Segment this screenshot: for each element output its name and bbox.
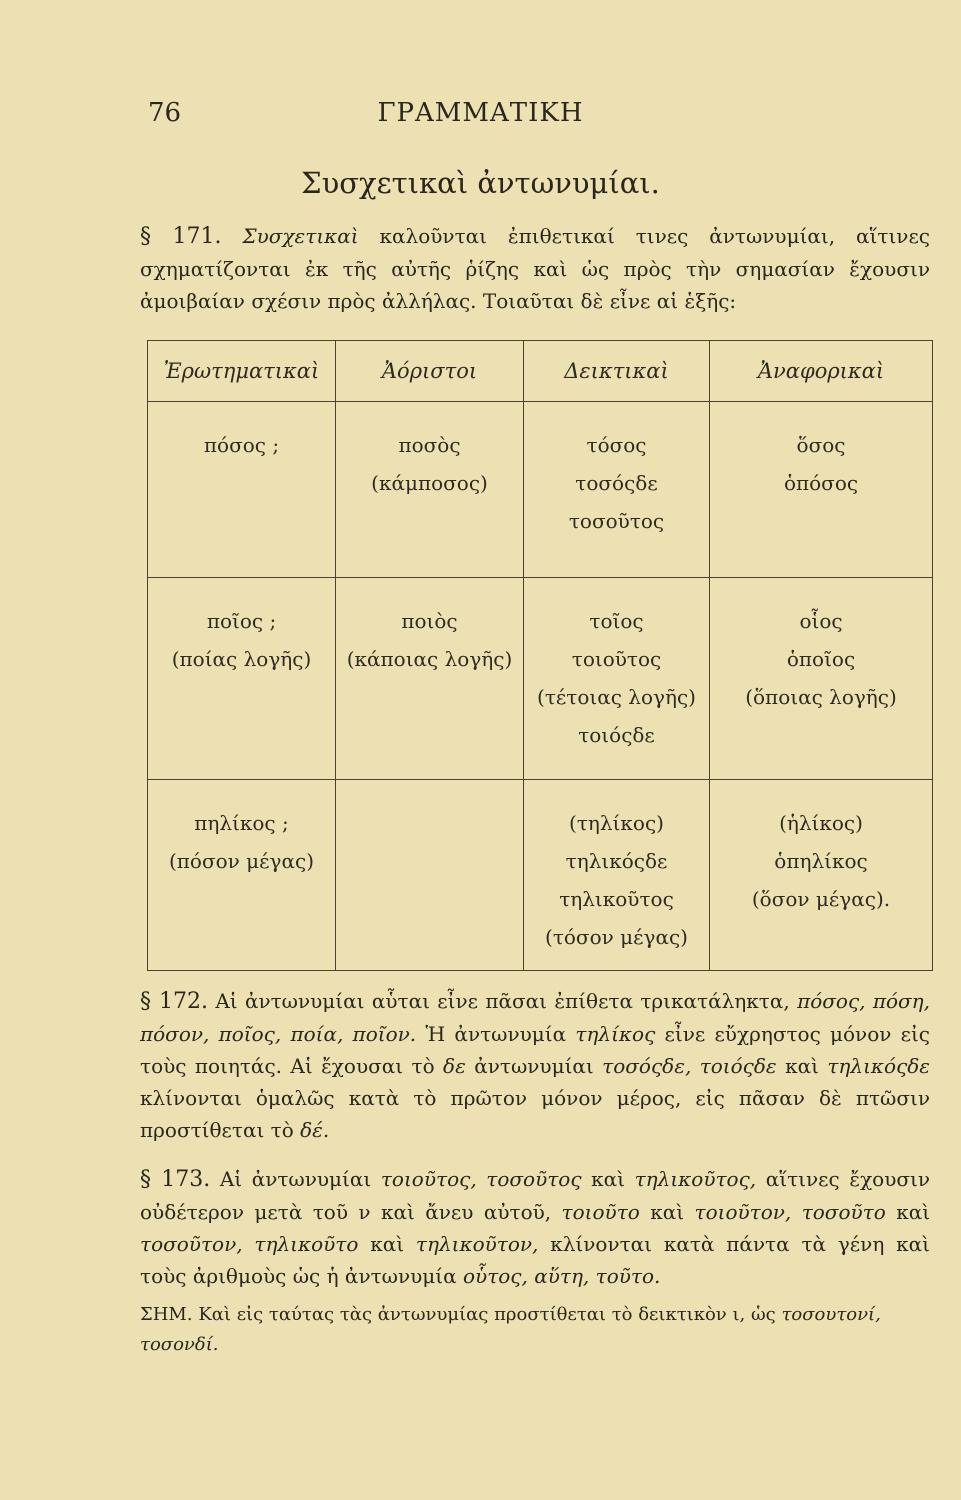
pronoun-form: (ποίας λογῆς) xyxy=(171,647,312,671)
pronoun-form: τοῖος xyxy=(589,609,644,633)
text: καὶ xyxy=(370,1232,405,1256)
section-mark: § 173. xyxy=(140,1167,211,1192)
italic-text: τηλικόςδε xyxy=(827,1054,931,1078)
column-header: Ἀόριστοι xyxy=(336,341,524,402)
pronoun-form: ποσὸς xyxy=(398,433,461,457)
paragraph-text: καλοῦνται ἐπιθετικαί τινες ἀντωνυμίαι, αἵτινες σχηματίζονται ἐκ τῆς αὐτῆς ῥίζης καὶ ὡς πρὸς τὴν σημασίαν ἔχουσιν ἀμοιβαίαν σχέσιν πρὸς ἀλλήλας. Τοιαῦται δὲ εἶνε αἱ ἑξῆς: xyxy=(140,224,931,313)
italic-text: δέ. xyxy=(300,1118,330,1142)
italic-text: οὗτος, αὕτη, τοῦτο. xyxy=(463,1264,661,1288)
pronoun-form: ὁποῖος xyxy=(786,647,856,671)
text: Ἡ ἀντωνυμία xyxy=(425,1022,567,1046)
pronoun-form: (κάποιας λογῆς) xyxy=(346,647,513,671)
text: καὶ xyxy=(896,1200,931,1224)
pronoun-form: τηλικόςδε xyxy=(565,849,668,873)
italic-text: τοσουτονί, τοσονδί. xyxy=(140,1304,881,1355)
text: Καὶ εἰς ταύτας τὰς ἀντωνυμίας προστίθεται τὸ δεικτικὸν ι, ὡς xyxy=(198,1304,776,1325)
pronoun-form: (πόσον μέγας) xyxy=(168,849,315,873)
paragraph-173 xyxy=(140,1163,930,1292)
pronoun-form: τοιόςδε xyxy=(578,723,655,747)
column-header: Δεικτικαὶ xyxy=(524,341,710,402)
table-cell xyxy=(336,402,524,578)
pronoun-form: (τόσον μέγας) xyxy=(545,925,688,949)
pronoun-form: (ἡλίκος) xyxy=(779,811,863,835)
italic-text: τοιοῦτον, τοσοῦτο xyxy=(694,1200,886,1224)
table-row xyxy=(148,578,933,780)
text: καὶ xyxy=(785,1054,819,1078)
text: Αἱ ἀντωνυμίαι αὗται εἶνε πᾶσαι ἐπίθετα τρικατάληκτα, xyxy=(215,989,790,1013)
italic-text: τοσοῦτον, τηλικοῦτο xyxy=(140,1232,359,1256)
pronoun-form: τοσοῦτος xyxy=(568,509,665,533)
pronoun-form: (τηλίκος) xyxy=(569,811,664,835)
pronoun-form: πόσος ; xyxy=(203,433,280,457)
pronoun-form: πηλίκος ; xyxy=(194,811,289,835)
table-cell xyxy=(148,780,336,971)
pronoun-form: ποῖος ; xyxy=(206,609,277,633)
column-header: Ἐρωτηματικαὶ xyxy=(148,341,336,402)
italic-text: τηλικοῦτον, xyxy=(415,1232,539,1256)
italic-text: τοσόςδε, τοιόςδε xyxy=(602,1054,777,1078)
table-cell xyxy=(524,578,710,780)
pronoun-form: (τέτοιας λογῆς) xyxy=(537,685,696,709)
pronoun-form: τόσος xyxy=(586,433,647,457)
text: ἀντωνυμίαι xyxy=(474,1054,594,1078)
table-cell xyxy=(148,578,336,780)
table-cell xyxy=(148,402,336,578)
table-cell xyxy=(710,402,933,578)
pronoun-form: ὁπόσος xyxy=(783,471,859,495)
text: Αἱ ἀντωνυμίαι xyxy=(219,1167,372,1191)
pronoun-form: (ὅσον μέγας). xyxy=(751,887,891,911)
column-header: Ἀναφορικαὶ xyxy=(710,341,933,402)
paragraph-172 xyxy=(140,985,930,1146)
pronoun-form: οἷος xyxy=(799,609,843,633)
table-row xyxy=(148,780,933,971)
italic-text: τοιοῦτο xyxy=(561,1200,640,1224)
section-mark: § 171. xyxy=(140,224,222,249)
pronoun-form: (ὅποιας λογῆς) xyxy=(745,685,897,709)
text: καὶ xyxy=(650,1200,685,1224)
italic-text: πόσος, πόση, πόσον, ποῖος, ποία, ποῖον. xyxy=(140,989,931,1046)
page-header xyxy=(0,98,961,138)
italic-text: τηλικοῦτος, xyxy=(634,1167,757,1191)
text: κλίνονται κατὰ πάντα τὰ γένη καὶ τοὺς ἀριθμοὺς ὡς ἡ ἀντωνυμία xyxy=(140,1232,930,1288)
note-label: ΣΗΜ. xyxy=(140,1304,193,1325)
correlative-pronouns-table xyxy=(147,340,933,971)
italic-text: τηλίκος xyxy=(575,1022,656,1046)
section-title: Συσχετικαὶ ἀντωνυμίαι. xyxy=(301,166,660,200)
table-cell-empty xyxy=(336,780,524,971)
pronoun-form: ὁπηλίκος xyxy=(774,849,868,873)
italic-text: τοιοῦτος, τοσοῦτος xyxy=(380,1167,582,1191)
pronoun-form: τηλικοῦτος xyxy=(559,887,674,911)
italic-text: δε xyxy=(443,1054,466,1078)
text: κλίνονται ὁμαλῶς κατὰ τὸ πρῶτον μόνον μέρος, εἰς πᾶσαν δὲ πτῶσιν προστίθεται τὸ xyxy=(140,1086,930,1142)
table-row xyxy=(148,402,933,578)
table-cell xyxy=(336,578,524,780)
table-cell xyxy=(524,402,710,578)
pronoun-form: τοιοῦτος xyxy=(571,647,662,671)
pronoun-form: τοσόςδε xyxy=(575,471,658,495)
text: καὶ xyxy=(591,1167,625,1191)
text: αἵτινες ἔχουσιν οὐδέτερον μετὰ τοῦ ν καὶ ἄνευ αὐτοῦ, xyxy=(140,1167,931,1224)
running-title: ΓΡΑΜΜΑΤΙΚΗ xyxy=(377,98,584,128)
table-cell xyxy=(710,578,933,780)
pronoun-form: (κάμποσος) xyxy=(371,471,488,495)
section-mark: § 172. xyxy=(140,989,208,1014)
table-cell xyxy=(710,780,933,971)
table-cell xyxy=(524,780,710,971)
text: εἶνε εὔχρηστος μόνον εἰς τοὺς ποιητάς. Αἱ ἔχουσαι τὸ xyxy=(140,1022,931,1078)
paragraph-171 xyxy=(140,220,930,317)
term: Συσχετικαὶ xyxy=(242,224,359,248)
page-number: 76 xyxy=(148,98,182,128)
pronoun-form: ποιὸς xyxy=(401,609,458,633)
pronoun-form: ὅσος xyxy=(796,433,846,457)
footnote-remark xyxy=(140,1300,930,1360)
